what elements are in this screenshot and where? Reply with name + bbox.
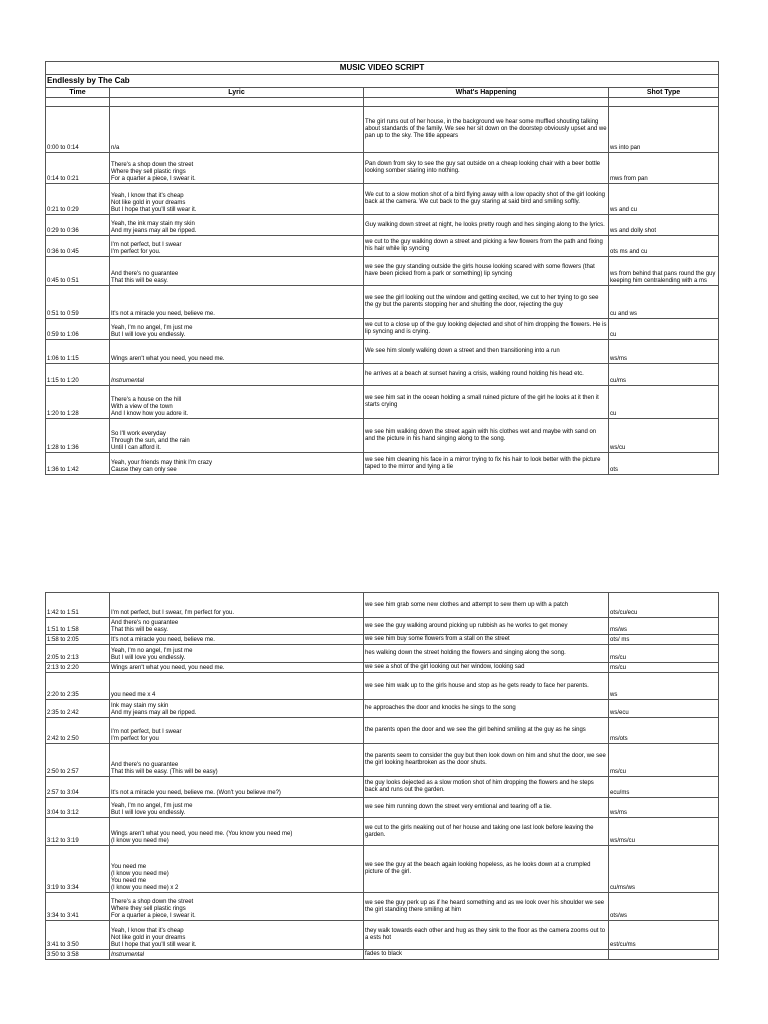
whats-happening-cell: the parents open the door and we see the girl behind smiling at the guy as he sings [364, 718, 609, 744]
lyric-cell: Yeah, I'm no angel, I'm just me But I will love you endlessly. [110, 645, 364, 663]
time-cell: 1:28 to 1:36 [46, 419, 110, 453]
time-cell: 2:42 to 2:50 [46, 718, 110, 744]
time-cell: 0:00 to 0:14 [46, 107, 110, 153]
time-cell: 1:06 to 1:15 [46, 340, 110, 364]
shot-type-cell: ms/ws [609, 618, 719, 635]
time-cell: 0:45 to 0:51 [46, 257, 110, 286]
script-row [46, 718, 719, 744]
shot-type-cell: ws/ms/cu [609, 818, 719, 846]
time-cell: 2:20 to 2:35 [46, 673, 110, 700]
song-title: Endlessly by The Cab [46, 75, 719, 88]
shot-type-cell: ms/cu [609, 645, 719, 663]
lyric-cell: Wings aren't what you need, you need me. [110, 663, 364, 673]
whats-happening-cell: we see him sat in the ocean holding a small ruined picture of the girl he looks at it then it starts crying [364, 386, 609, 419]
whats-happening-cell: we see the guy standing outside the girls house looking scared with some flowers (that have been picked from a park or something) lip syncing [364, 257, 609, 286]
time-cell: 0:51 to 0:59 [46, 286, 110, 319]
lyric-cell: It's not a miracle you need, believe me. [110, 635, 364, 645]
header-whats-happening: What's Happening [364, 88, 609, 98]
header-shot-type: Shot Type [609, 88, 719, 98]
lyric-cell: So I'll work everyday Through the sun, and the rain Until I can afford it. [110, 419, 364, 453]
script-row [46, 286, 719, 319]
whats-happening-cell: we see him walk up to the girls house and stop as he gets ready to face her parents. [364, 673, 609, 700]
time-cell: 0:36 to 0:45 [46, 236, 110, 257]
script-row [46, 663, 719, 673]
shot-type-cell: ots [609, 453, 719, 475]
script-row [46, 673, 719, 700]
header-time: Time [46, 88, 110, 98]
lyric-cell: It's not a miracle you need, believe me. [110, 286, 364, 319]
script-row [46, 319, 719, 340]
shot-type-cell: ots/cu/ecu [609, 593, 719, 618]
shot-type-cell: ms/cu [609, 744, 719, 777]
shot-type-cell: ecu/ms [609, 777, 719, 798]
shot-type-cell: ots/ws [609, 893, 719, 921]
time-cell: 0:14 to 0:21 [46, 153, 110, 184]
whats-happening-cell: we see him buy some flowers from a stall on the street [364, 635, 609, 645]
shot-type-cell: ws and dolly shot [609, 215, 719, 236]
lyric-cell: Yeah, the ink may stain my skin And my jeans may all be ripped. [110, 215, 364, 236]
shot-type-cell: ws/ms [609, 340, 719, 364]
shot-type-cell: ws/ecu [609, 700, 719, 718]
shot-type-cell: ws and cu [609, 184, 719, 215]
script-row [46, 921, 719, 950]
whats-happening-cell: the parents seem to consider the guy but then look down on him and shut the door, we see the girl looking heartbroken as the door shuts. [364, 744, 609, 777]
shot-type-cell: ms/ots [609, 718, 719, 744]
shot-type-cell: cu [609, 386, 719, 419]
script-row [46, 153, 719, 184]
lyric-cell: Instrumental [110, 950, 364, 960]
shot-type-cell: cu/ms/ws [609, 846, 719, 893]
time-cell: 2:05 to 2:13 [46, 645, 110, 663]
script-row [46, 744, 719, 777]
time-cell: 3:50 to 3:58 [46, 950, 110, 960]
shot-type-cell: ws from behind that pans round the guy keeping him centralending with a ms [609, 257, 719, 286]
whats-happening-cell: he approaches the door and knocks he sings to the song [364, 700, 609, 718]
whats-happening-cell: fades to black [364, 950, 609, 960]
script-row [46, 593, 719, 618]
script-row [46, 818, 719, 846]
script-row [46, 645, 719, 663]
time-cell: 3:41 to 3:50 [46, 921, 110, 950]
script-row [46, 777, 719, 798]
shot-type-cell: cu and ws [609, 286, 719, 319]
script-row [46, 236, 719, 257]
shot-type-cell [609, 950, 719, 960]
whats-happening-cell: Pan down from sky to see the guy sat outside on a cheap looking chair with a beer bottle looking somber staring into nothing. [364, 153, 609, 184]
lyric-cell: Instrumental [110, 364, 364, 386]
whats-happening-cell: we cut to the guy walking down a street and picking a few flowers from the path and fixing his hair while lip syncing [364, 236, 609, 257]
lyric-cell: Ink may stain my skin And my jeans may all be ripped. [110, 700, 364, 718]
time-cell: 1:58 to 2:05 [46, 635, 110, 645]
lyric-cell: Wings aren't what you need, you need me. [110, 340, 364, 364]
time-cell: 0:21 to 0:29 [46, 184, 110, 215]
whats-happening-cell: we cut to the girls neaking out of her house and taking one last look before leaving the garden. [364, 818, 609, 846]
whats-happening-cell: The girl runs out of her house, in the background we hear some muffled shouting talking about standards of the family. We see her sit down on the doorstep obviously upset and we pan up to the sky. The title appears [364, 107, 609, 153]
lyric-cell: I'm not perfect, but I swear, I'm perfect for you. [110, 593, 364, 618]
header-lyric: Lyric [110, 88, 364, 98]
shot-type-cell: ws [609, 673, 719, 700]
whats-happening-cell: we see the guy at the beach again looking hopeless, as he looks down at a crumpled picture of the girl. [364, 846, 609, 893]
shot-type-cell: ws/cu [609, 419, 719, 453]
script-row [46, 364, 719, 386]
shot-type-cell: ws into pan [609, 107, 719, 153]
whats-happening-cell: Guy walking down street at night, he looks pretty rough and hes singing along to the lyrics. [364, 215, 609, 236]
whats-happening-cell: we see the girl looking out the window and getting excited, we cut to her trying to go see the gy but the parents stopping her and shutting the door, rejecting the guy [364, 286, 609, 319]
time-cell: 2:50 to 2:57 [46, 744, 110, 777]
time-cell: 3:12 to 3:19 [46, 818, 110, 846]
script-row [46, 950, 719, 960]
blank-row [46, 98, 719, 107]
whats-happening-cell: we cut to a close up of the guy looking dejected and shot of him dropping the flowers. He is lip syncing and is crying. [364, 319, 609, 340]
shot-type-cell: ots ms and cu [609, 236, 719, 257]
lyric-cell: There's a shop down the street Where they sell plastic rings For a quarter a piece, I swear it. [110, 153, 364, 184]
lyric-cell: Yeah, I know that it's cheap Not like gold in your dreams But I hope that you'll still wear it. [110, 184, 364, 215]
lyric-cell: you need me x 4 [110, 673, 364, 700]
whats-happening-cell: the guy looks dejected as a slow motion shot of him dropping the flowers and he steps back and runs out the garden. [364, 777, 609, 798]
time-cell: 1:36 to 1:42 [46, 453, 110, 475]
whats-happening-cell: he arrives at a beach at sunset having a crisis, walking round holding his head etc. [364, 364, 609, 386]
time-cell: 1:42 to 1:51 [46, 593, 110, 618]
script-row [46, 453, 719, 475]
whats-happening-cell: We see him slowly walking down a street and then transitioning into a run [364, 340, 609, 364]
script-title: MUSIC VIDEO SCRIPT [46, 62, 719, 75]
script-row [46, 386, 719, 419]
time-cell: 0:59 to 1:06 [46, 319, 110, 340]
script-table-page-1 [45, 61, 718, 475]
shot-type-cell: ws/ms [609, 798, 719, 818]
time-cell: 1:51 to 1:58 [46, 618, 110, 635]
lyric-cell: And there's no guarantee That this will be easy. [110, 257, 364, 286]
time-cell: 3:04 to 3:12 [46, 798, 110, 818]
time-cell: 2:57 to 3:04 [46, 777, 110, 798]
lyric-cell: And there's no guarantee That this will be easy. (This will be easy) [110, 744, 364, 777]
shot-type-cell: cu [609, 319, 719, 340]
whats-happening-cell: we see the guy perk up as if he heard something and as we look over his shoulder we see the girl standing there smiling at him [364, 893, 609, 921]
lyric-cell: n/a [110, 107, 364, 153]
lyric-cell: You need me (I know you need me) You need me (I know you need me) x 2 [110, 846, 364, 893]
lyric-cell: Yeah, I'm no angel, I'm just me But I will love you endlessly. [110, 319, 364, 340]
time-cell: 1:20 to 1:28 [46, 386, 110, 419]
whats-happening-cell: we see the guy walking around picking up rubbish as he works to get money [364, 618, 609, 635]
lyric-cell: Yeah, I know that it's cheap Not like gold in your dreams But I hope that you'll still wear it. [110, 921, 364, 950]
script-row [46, 635, 719, 645]
script-row [46, 184, 719, 215]
lyric-cell: I'm not perfect, but I swear I'm perfect for you. [110, 236, 364, 257]
lyric-cell: It's not a miracle you need, believe me. (Won't you believe me?) [110, 777, 364, 798]
lyric-cell: I'm not perfect, but I swear I'm perfect for you [110, 718, 364, 744]
time-cell: 2:13 to 2:20 [46, 663, 110, 673]
script-row [46, 340, 719, 364]
whats-happening-cell: We cut to a slow motion shot of a bird flying away with a low opacity shot of the girl looking back at the camera. We cut back to the guy staring at said bird and smiling softly. [364, 184, 609, 215]
whats-happening-cell: we see him running down the street very emtional and tearing off a tie. [364, 798, 609, 818]
time-cell: 2:35 to 2:42 [46, 700, 110, 718]
whats-happening-cell: they walk towards each other and hug as they sink to the floor as the camera zooms out to a ests hot [364, 921, 609, 950]
script-row [46, 618, 719, 635]
script-row [46, 846, 719, 893]
lyric-cell: Wings aren't what you need, you need me. (You know you need me) (I know you need me) [110, 818, 364, 846]
script-row [46, 893, 719, 921]
lyric-cell: There's a house on the hill With a view of the town And I know how you adore it. [110, 386, 364, 419]
lyric-cell: There's a shop down the street Where they sell plastic rings For a quarter a piece, I swear it. [110, 893, 364, 921]
time-cell: 1:15 to 1:20 [46, 364, 110, 386]
script-table-page-2 [45, 592, 718, 960]
shot-type-cell: ots/ ms [609, 635, 719, 645]
shot-type-cell: ms/cu [609, 663, 719, 673]
script-row [46, 107, 719, 153]
whats-happening-cell: we see a shot of the girl looking out her window, looking sad [364, 663, 609, 673]
lyric-cell: And there's no guarantee That this will be easy. [110, 618, 364, 635]
script-row [46, 215, 719, 236]
time-cell: 0:29 to 0:36 [46, 215, 110, 236]
whats-happening-cell: hes walking down the street holding the flowers and singing along the song. [364, 645, 609, 663]
shot-type-cell: est/cu/ms [609, 921, 719, 950]
time-cell: 3:34 to 3:41 [46, 893, 110, 921]
lyric-cell: Yeah, your friends may think I'm crazy Cause they can only see [110, 453, 364, 475]
script-row [46, 257, 719, 286]
lyric-cell: Yeah, I'm no angel, I'm just me But I will love you endlessly. [110, 798, 364, 818]
script-row [46, 798, 719, 818]
shot-type-cell: mws from pan [609, 153, 719, 184]
shot-type-cell: cu/ms [609, 364, 719, 386]
whats-happening-cell: we see him cleaning his face in a mirror trying to fix his hair to look better with the picture taped to the mirror and tying a tie [364, 453, 609, 475]
script-row [46, 419, 719, 453]
script-row [46, 700, 719, 718]
time-cell: 3:19 to 3:34 [46, 846, 110, 893]
whats-happening-cell: we see him walking down the street again with his clothes wet and maybe with sand on and the picture in his hand singing along to the song. [364, 419, 609, 453]
whats-happening-cell: we see him grab some new clothes and attempt to sew them up with a patch [364, 593, 609, 618]
